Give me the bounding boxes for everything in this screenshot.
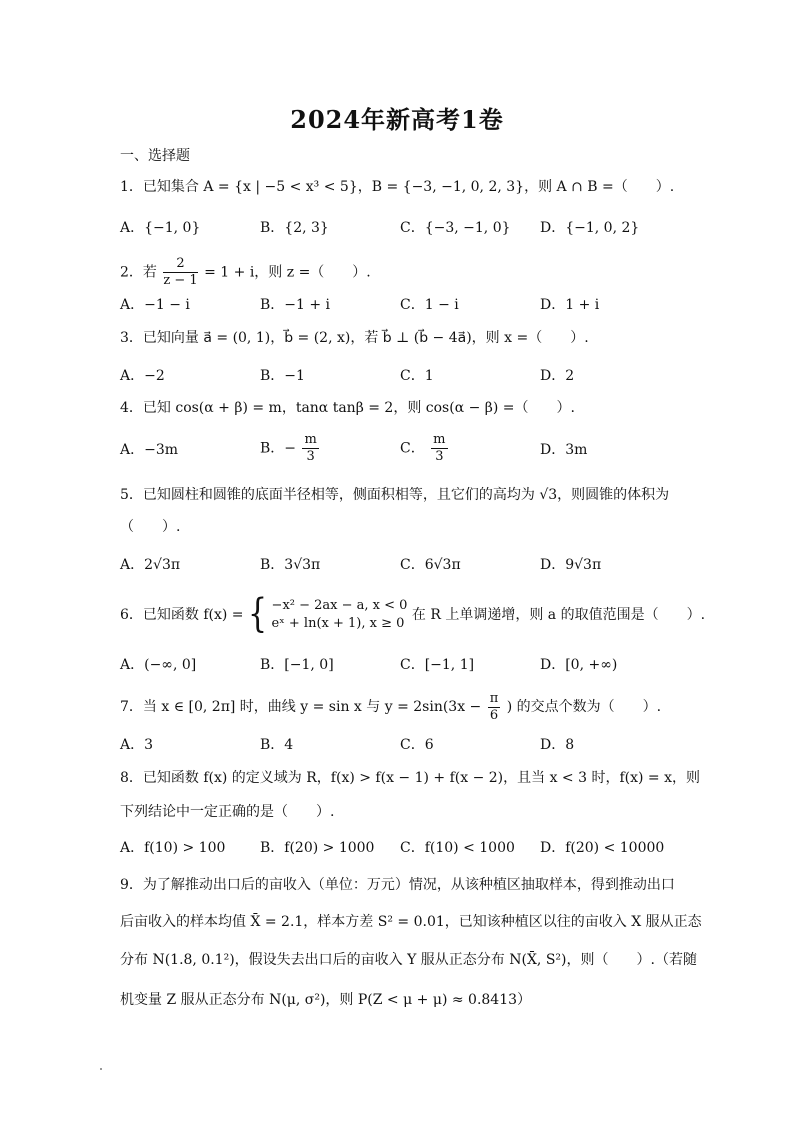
q1-option-c: C．{−3, −1, 0} [400, 220, 511, 236]
q4-option-c-denominator: 3 [435, 449, 444, 464]
q5-option-b: B．3√3π [260, 557, 321, 573]
q4-option-b-denominator: 3 [306, 449, 315, 464]
q1-option-a: A．{−1, 0} [120, 220, 201, 236]
question-9-line-2: 后亩收入的样本均值 X̄ = 2.1，样本方差 S² = 0.01，已知该种植区以往的亩收入 X 服从正态 [120, 914, 702, 930]
q7-option-b: B．4 [260, 737, 294, 753]
section-heading: 一、选择题 [120, 148, 190, 164]
q3-option-a: A．−2 [120, 368, 165, 384]
q2-option-c: C．1 − i [400, 297, 459, 313]
q7-option-c: C．6 [400, 737, 434, 753]
q7-fraction [488, 691, 501, 724]
q3-option-d: D．2 [540, 368, 575, 384]
q2-option-d: D．1 + i [540, 297, 600, 313]
q2-fraction [163, 256, 197, 289]
q6-suffix: 在 R 上单调递增，则 a 的取值范围是（ ）. [411, 607, 706, 623]
q4-option-b-numerator: m [304, 432, 317, 447]
q4-option-d: D．3m [540, 442, 588, 458]
q4-option-c-label: C． [400, 440, 425, 457]
q6-case-2: eˣ + ln(x + 1), x ≥ 0 [271, 616, 405, 631]
q7-denominator: 6 [489, 707, 499, 723]
question-9-line-4: 机变量 Z 服从正态分布 N(μ, σ²)，则 P(Z < μ + μ) ≈ 0.8413） [120, 992, 532, 1008]
q7-numerator: π [489, 690, 499, 706]
q4-option-c [400, 432, 450, 465]
question-9-line-1: 9．为了解推动出口后的亩收入（单位：万元）情况，从该种植区抽取样本，得到推动出口 [120, 877, 675, 893]
q2-prefix: 2．若 [120, 264, 157, 281]
q5-option-d: D．9√3π [540, 557, 602, 573]
q7-prefix: 7．当 x ∈ [0, 2π] 时，曲线 y = sin x 与 y = 2sin(3x − [120, 699, 482, 715]
q1-option-b: B．{2, 3} [260, 220, 329, 236]
question-2 [120, 256, 371, 289]
q6-prefix: 6．已知函数 f(x) = [120, 607, 244, 623]
q4-option-b-label: B．− [260, 440, 297, 457]
q7-option-a: A．3 [120, 737, 154, 753]
page-title: 2024年新高考1卷 [290, 105, 504, 134]
q6-case-1: −x² − 2ax − a, x < 0 [271, 598, 408, 613]
q5-option-a: A．2√3π [120, 557, 181, 573]
q3-option-b: B．−1 [260, 368, 305, 384]
q1-option-d: D．{−1, 0, 2} [540, 220, 640, 236]
q8-option-c: C．f(10) < 1000 [400, 840, 515, 856]
q6-option-c: C．[−1, 1] [400, 657, 475, 673]
question-8-line-2: 下列结论中一定正确的是（ ）. [120, 804, 335, 820]
q6-piecewise [272, 597, 408, 633]
q8-option-b: B．f(20) > 1000 [260, 840, 375, 856]
scan-speck [100, 1068, 102, 1070]
q7-suffix: ) 的交点个数为（ ）. [506, 699, 662, 715]
q8-option-d: D．f(20) < 10000 [540, 840, 665, 856]
q6-option-a: A．(−∞, 0] [120, 657, 197, 673]
q5-option-c: C．6√3π [400, 557, 461, 573]
q2-numerator: 2 [163, 256, 197, 273]
q2-option-a: A．−1 − i [120, 297, 190, 313]
q2-option-b: B．−1 + i [260, 297, 331, 313]
q4-option-a: A．−3m [120, 442, 179, 458]
q6-option-d: D．[0, +∞) [540, 657, 618, 673]
q4-option-c-numerator: m [433, 432, 446, 447]
q4-option-c-fraction [431, 432, 447, 465]
question-6 [120, 591, 706, 638]
q8-option-a: A．f(10) > 100 [120, 840, 226, 856]
question-7 [120, 690, 661, 724]
question-8-line-1: 8．已知函数 f(x) 的定义域为 R，f(x) > f(x − 1) + f(x − 2)，且当 x < 3 时，f(x) = x，则 [120, 770, 701, 786]
question-5-line-2: （ ）. [120, 519, 181, 535]
left-brace-icon: { [248, 591, 268, 638]
q4-option-b-fraction [302, 432, 318, 465]
q7-option-d: D．8 [540, 737, 575, 753]
question-4: 4．已知 cos(α + β) = m，tanα tanβ = 2，则 cos(α − β) =（ ）. [120, 400, 575, 416]
q3-option-c: C．1 [400, 368, 434, 384]
q6-option-b: B．[−1, 0] [260, 657, 334, 673]
q2-suffix: = 1 + i，则 z =（ ）. [204, 264, 371, 281]
question-1: 1．已知集合 A = {x | −5 < x³ < 5}，B = {−3, −1, 0, 2, 3}，则 A ∩ B =（ ）. [120, 179, 675, 195]
question-3: 3．已知向量 a⃗ = (0, 1)，b⃗ = (2, x)，若 b⃗ ⊥ (b⃗ − 4a⃗)，则 x =（ ）. [120, 330, 589, 346]
question-9-line-3: 分布 N(1.8, 0.1²)，假设失去出口后的亩收入 Y 服从正态分布 N(X̄, S²)，则（ ）.（若随 [120, 952, 697, 968]
q4-option-b [260, 432, 321, 465]
q2-denominator: z − 1 [163, 273, 198, 288]
question-5-line-1: 5．已知圆柱和圆锥的底面半径相等，侧面积相等，且它们的高均为 √3，则圆锥的体积为 [120, 487, 670, 503]
